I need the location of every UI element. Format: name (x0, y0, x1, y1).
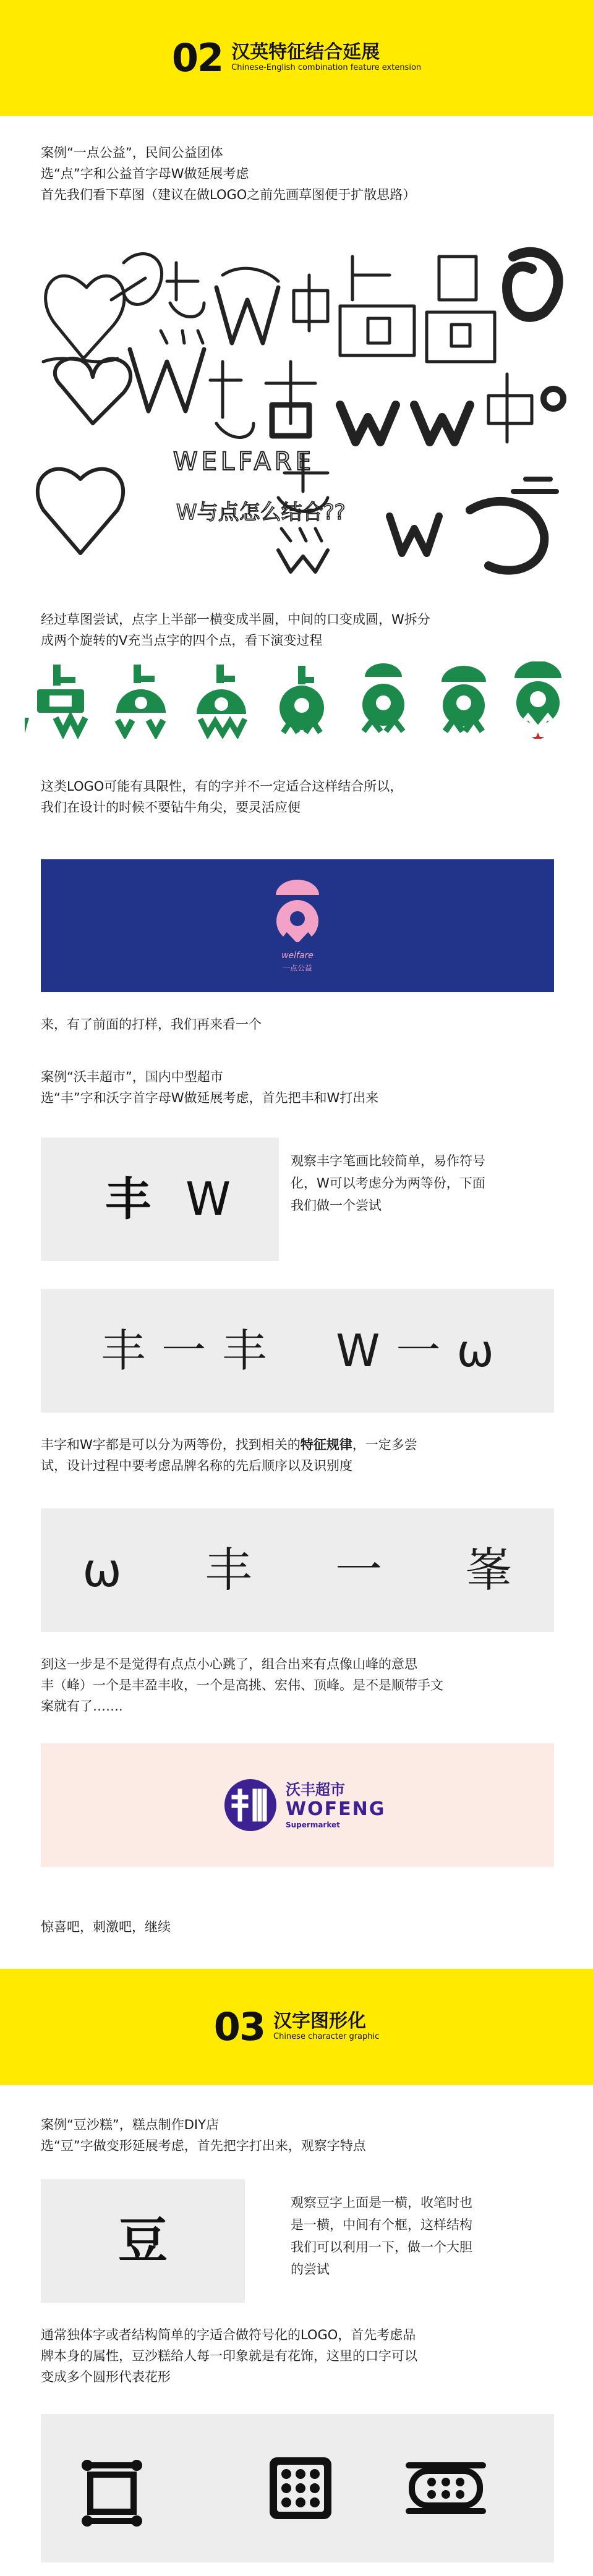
dou-char: 豆 (118, 2212, 168, 2269)
sketch-image (19, 219, 575, 584)
evolution-step-4 (279, 666, 324, 733)
dou-note (291, 2191, 557, 2281)
text-line: 经过草图尝试，点字上半部一横变成半圆，中间的口变成圆，W拆分 (41, 612, 430, 627)
wofeng-logo-sub: Supermarket (286, 1821, 340, 1829)
section-subtitle: Chinese-English combination feature extension (231, 63, 422, 72)
dou-graphic-rounded (406, 2462, 486, 2514)
combine-row (41, 1539, 554, 1601)
text-run: 丰字和W字都是可以分为两等份，找到相关的 (41, 1437, 301, 1452)
feng-note (291, 1150, 557, 1217)
section-title-group (231, 42, 421, 73)
case1-intro (41, 142, 554, 205)
dou-graphic-dots (270, 2457, 331, 2519)
evolution-step-2 (116, 665, 166, 734)
section-number: 02 (171, 35, 223, 80)
case1-after-evolution (41, 776, 554, 818)
wofeng-logo-en: WOFENG (286, 1798, 386, 1820)
section-title-group (273, 2011, 379, 2042)
split-char: 丰 (222, 1325, 267, 1377)
case2-intro (41, 1066, 554, 1108)
case1-closing: 来，有了前面的打样，我们再来看一个 (41, 1017, 262, 1032)
text-line: 通常独体字或者结构简单的字适合做符号化的LOGO，首先考虑品 (41, 2327, 416, 2342)
text-run: ，一定多尝 (352, 1437, 417, 1452)
wofeng-logo-text (286, 1780, 422, 1830)
section-title: 汉英特征结合延展 (231, 41, 380, 63)
text-line: 这类LOGO可能有具限性，有的字并不一定适合这样结合所以， (41, 779, 403, 794)
section-number: 03 (213, 2004, 265, 2049)
split-char: 一 (396, 1325, 441, 1377)
text-line: 案例“沃丰超市”，国内中型超市 (41, 1069, 223, 1084)
text-line: 成两个旋转的V充当点字的四个点，看下演变过程 (41, 633, 323, 648)
w-char: W (186, 1173, 231, 1226)
text-line: 观察豆字上面是一横，收笔时也 (291, 2195, 472, 2210)
feng-w-box (41, 1137, 279, 1261)
evolution-step-1 (25, 665, 85, 733)
text-line: 丰（峰）一个是丰盈丰收，一个是高挑、宏伟、顶峰。是不是顺带手文 (41, 1678, 443, 1693)
text-line: 到这一步是不是觉得有点点小心跳了，组合出来有点像山峰的意思 (41, 1657, 417, 1672)
case3-paragraph (41, 2324, 554, 2387)
text-line: 牌本身的属性，豆沙糕给人每一印象就是有花饰，这里的口字可以 (41, 2349, 417, 2363)
split-char: 丰 (101, 1325, 146, 1377)
text-line: 我们可以利用一下，做一个大胆 (291, 2240, 472, 2255)
sketch-welfare-text: WELFARE (173, 448, 315, 476)
case2-rule-paragraph (41, 1434, 554, 1476)
sketch-question-text: W与点怎么结合?? (176, 500, 346, 525)
text-line: 我们在设计的时候不要钻牛角尖，要灵活应便 (41, 800, 301, 815)
text-line: 变成多个圆形代表花形 (41, 2370, 171, 2384)
text-line: 的尝试 (291, 2262, 330, 2277)
feng-char: 丰 (105, 1173, 151, 1226)
text-line: 试，设计过程中要考虑品牌名称的先后顺序以及识别度 (41, 1458, 352, 1473)
text-line: 选“点”字和公益首字母W做延展考虑 (41, 166, 249, 181)
combine-char: 峯 (465, 1542, 513, 1597)
case2-reflection (41, 1654, 554, 1717)
text-line: 案就有了……. (41, 1699, 123, 1714)
text-line: 选“豆”字做变形延展考虑，首先把字打出来，观察字特点 (41, 2138, 366, 2153)
text-line: 案例“豆沙糕”，糕点制作DIY店 (41, 2117, 219, 2132)
bold-keyword: 特征规律 (300, 1437, 352, 1452)
dou-graphic-square (82, 2460, 142, 2527)
case3-intro (41, 2114, 554, 2156)
split-char: W (336, 1325, 380, 1377)
welfare-logo-cn: 一点公益 (282, 964, 313, 972)
dou-graphic-row (41, 2414, 554, 2562)
section-02-heading (0, 30, 593, 85)
section-title: 汉字图形化 (273, 2010, 366, 2032)
wofeng-logo-mark (223, 1777, 278, 1833)
text-line: 化，W可以考虑分为两等份，下面 (291, 1176, 485, 1191)
text-line: 我们做一个尝试 (291, 1198, 382, 1213)
evolution-step-6 (442, 666, 486, 731)
split-char: 一 (161, 1325, 207, 1377)
section-subtitle: Chinese character graphic (273, 2032, 380, 2041)
case2-closing: 惊喜吧，刺激吧，继续 (41, 1919, 171, 1934)
logo-evolution-strip (25, 661, 569, 739)
section-03-heading (0, 1999, 593, 2054)
text-line: 首先我们看下草图（建议在做LOGO之前先画草图便于扩散思路） (41, 187, 416, 202)
text-line: 案例“一点公益”，民间公益团体 (41, 145, 223, 160)
text-line: 选“丰”字和沃字首字母W做延展考虑，首先把丰和W打出来 (41, 1090, 379, 1105)
text-line: 观察丰字笔画比较简单，易作符号 (291, 1154, 485, 1168)
wofeng-logo-cn: 沃丰超市 (286, 1781, 345, 1798)
evolution-step-7 (514, 661, 561, 739)
combine-char: 一 (335, 1542, 383, 1597)
evolution-step-3 (197, 665, 246, 734)
combine-char: ω (82, 1542, 122, 1597)
case1-after-sketch (41, 609, 554, 651)
split-char: ω (456, 1325, 494, 1377)
welfare-logo-en: welfare (281, 951, 314, 961)
split-row (41, 1320, 554, 1382)
text-line: 是一横，中间有个框，这样结构 (291, 2217, 472, 2232)
welfare-logo (251, 872, 344, 980)
evolution-step-5 (362, 663, 404, 731)
combine-char: 丰 (205, 1542, 252, 1597)
